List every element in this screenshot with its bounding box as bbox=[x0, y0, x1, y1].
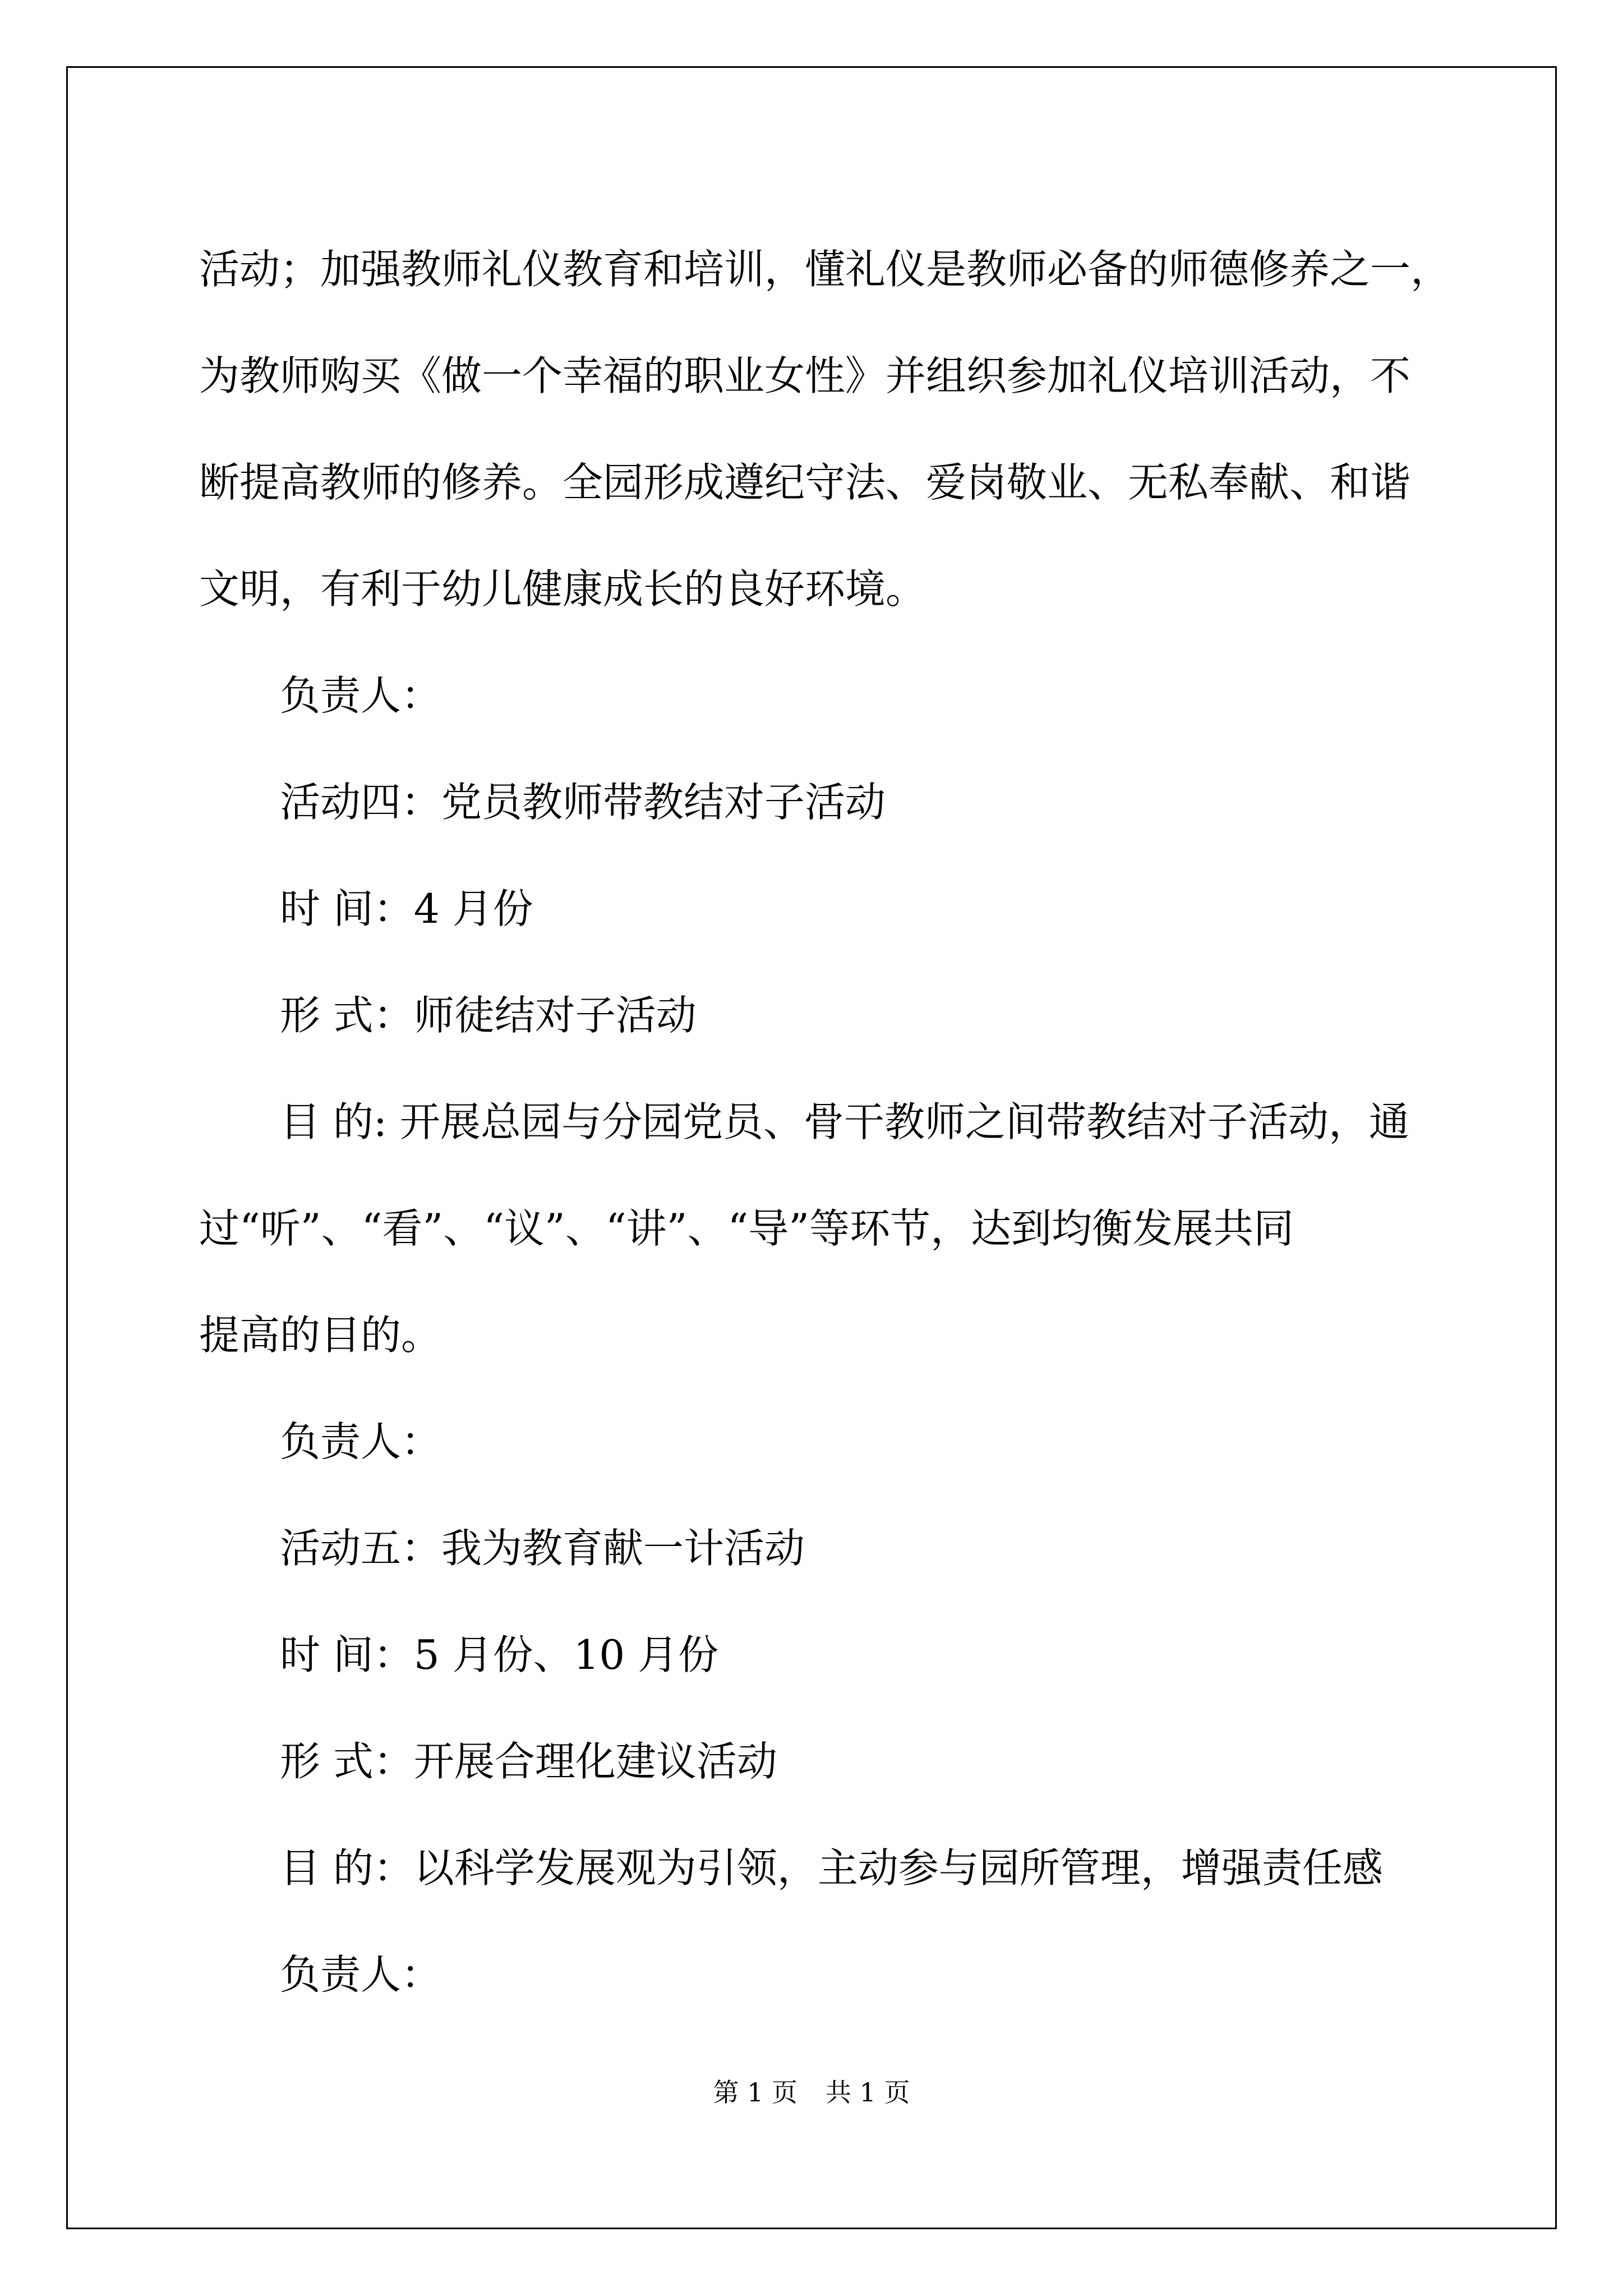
text-line: 断提高教师的修养。全园形成遵纪守法、爱岗敬业、无私奉献、和谐 bbox=[199, 459, 1411, 506]
activity-title: 活动四：党员教师带教结对子活动 bbox=[280, 779, 886, 826]
text-line: 文明，有利于幼儿健康成长的良好环境。 bbox=[199, 565, 926, 613]
responsible-person: 负责人： bbox=[280, 1951, 442, 1998]
responsible-person-1 bbox=[199, 642, 1455, 749]
text-line: 过“听”、“看”、“议”、“讲”、“导”等环节，达到均衡发展共同 bbox=[199, 1205, 1294, 1252]
document-body bbox=[199, 216, 1455, 2028]
activity-form: 形 式：师徒结对子活动 bbox=[280, 992, 697, 1039]
page-number: 第 1 页 bbox=[713, 2077, 797, 2108]
page-footer bbox=[0, 2076, 1623, 2109]
paragraph-1 bbox=[199, 216, 1455, 642]
activity-purpose: 目 的: 开展总园与分园党员、骨干教师之间带教结对子活动，通 bbox=[280, 1098, 1410, 1145]
activity-four bbox=[199, 749, 1455, 1495]
text-line: 活动；加强教师礼仪教育和培训，懂礼仪是教师必备的师德修养之一， bbox=[199, 246, 1451, 293]
activity-form: 形 式：开展合理化建议活动 bbox=[280, 1738, 777, 1785]
text-line: 提高的目的。 bbox=[199, 1312, 442, 1359]
text-line: 负责人： bbox=[280, 672, 442, 719]
activity-five bbox=[199, 1495, 1455, 2028]
page-total: 共 1 页 bbox=[826, 2077, 910, 2108]
activity-time: 时 间：5 月份、10 月份 bbox=[280, 1631, 719, 1678]
activity-title: 活动五：我为教育献一计活动 bbox=[280, 1525, 805, 1572]
activity-time: 时 间：4 月份 bbox=[280, 885, 533, 932]
responsible-person: 负责人： bbox=[280, 1418, 442, 1465]
text-line: 为教师购买《做一个幸福的职业女性》并组织参加礼仪培训活动，不 bbox=[199, 352, 1411, 399]
activity-purpose: 目 的：以科学发展观为引领，主动参与园所管理，增强责任感 bbox=[280, 1844, 1383, 1892]
